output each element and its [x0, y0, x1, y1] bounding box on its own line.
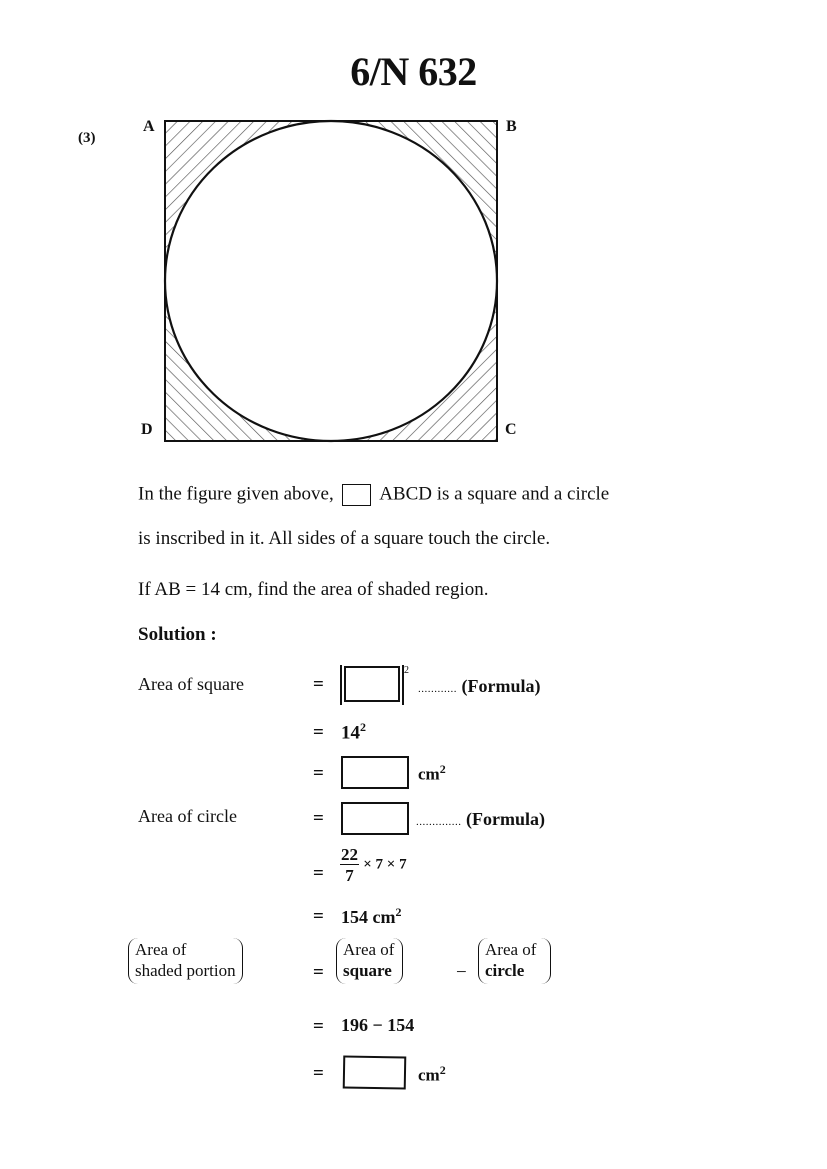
label-line-1: Area of	[135, 940, 187, 959]
vertex-label-c: C	[505, 421, 517, 438]
dots: ............	[418, 683, 457, 695]
multiplication-rest: × 7 × 7	[363, 856, 407, 873]
label-line-2: square	[343, 961, 392, 981]
vertex-label-d: D	[141, 421, 153, 438]
square-symbol-icon	[342, 484, 371, 506]
fraction-22-over-7	[340, 846, 359, 884]
result-exponent: 2	[395, 905, 402, 919]
dots: ..............	[416, 816, 462, 828]
label-line-1: Area of	[485, 940, 537, 959]
square-formula-answer-box[interactable]	[344, 666, 400, 702]
area-square-formula-note	[418, 676, 540, 697]
shaded-area-answer-box[interactable]	[343, 1055, 407, 1089]
label-line-2: circle	[485, 961, 525, 981]
fraction-numerator: 22	[341, 845, 358, 864]
area-square-equals: =	[313, 674, 324, 695]
question-text-line-1	[138, 484, 609, 506]
area-circle-result	[341, 905, 401, 928]
label-line-1: Area of	[343, 940, 395, 959]
vertex-label-b: B	[506, 118, 517, 135]
shaded-portion-label	[128, 938, 243, 984]
area-circle-step2-equals: =	[313, 863, 324, 884]
fraction-denominator: 7	[345, 866, 354, 885]
question-number: (3)	[78, 130, 96, 146]
unit: cm	[418, 764, 440, 784]
circle-formula-answer-box[interactable]	[341, 802, 409, 835]
solution-heading: Solution :	[138, 624, 217, 645]
paren-group-circle	[478, 938, 551, 984]
page-title: 6/N 632	[350, 49, 477, 94]
square-formula-exponent: 2	[404, 665, 409, 676]
area-square-label: Area of square	[138, 674, 244, 694]
vertex-label-a: A	[143, 118, 155, 135]
base-value: 14	[341, 722, 360, 744]
unit: cm	[418, 1065, 440, 1085]
area-square-step2-value	[341, 720, 366, 744]
unit-exponent: 2	[439, 1063, 446, 1077]
area-circle-step3-equals: =	[313, 906, 324, 927]
area-of-square-group	[336, 938, 403, 984]
result-value: 154 cm	[341, 907, 396, 927]
shaded-step3-equals: =	[313, 1063, 324, 1084]
area-of-circle-group	[478, 938, 551, 984]
question-text-line-3: If AB = 14 cm, find the area of shaded region.	[138, 579, 489, 600]
area-circle-formula-note	[416, 809, 545, 830]
question-text-line-2: is inscribed in it. All sides of a square touch the circle.	[138, 528, 551, 549]
shaded-equals: =	[313, 962, 324, 983]
square-circle-figure	[150, 110, 520, 460]
formula-bracket	[340, 665, 404, 705]
shaded-step2-equals: =	[313, 1016, 324, 1037]
unit-exponent: 2	[439, 762, 446, 776]
label-line-2: shaded portion	[135, 961, 236, 981]
exponent: 2	[360, 720, 366, 734]
area-square-step3-equals: =	[313, 763, 324, 784]
question-text-line-1-end: ABCD is a square and a circle	[379, 483, 610, 505]
area-square-unit	[418, 762, 446, 785]
shaded-minus: −	[456, 962, 467, 983]
area-circle-step2-value	[340, 846, 407, 884]
area-circle-equals: =	[313, 808, 324, 829]
square-area-answer-box[interactable]	[341, 756, 409, 789]
paren-group-shaded	[128, 938, 243, 984]
question-text-line-1-start: In the figure given above,	[138, 483, 334, 505]
area-circle-label: Area of circle	[138, 806, 237, 826]
shaded-calculation: 196 − 154	[341, 1015, 415, 1035]
formula-note: (Formula)	[466, 809, 545, 829]
formula-note: (Formula)	[461, 676, 541, 696]
paren-group-square	[336, 938, 403, 984]
area-square-formula	[340, 665, 409, 705]
shaded-unit	[418, 1063, 446, 1086]
area-square-step2-equals: =	[313, 722, 324, 743]
